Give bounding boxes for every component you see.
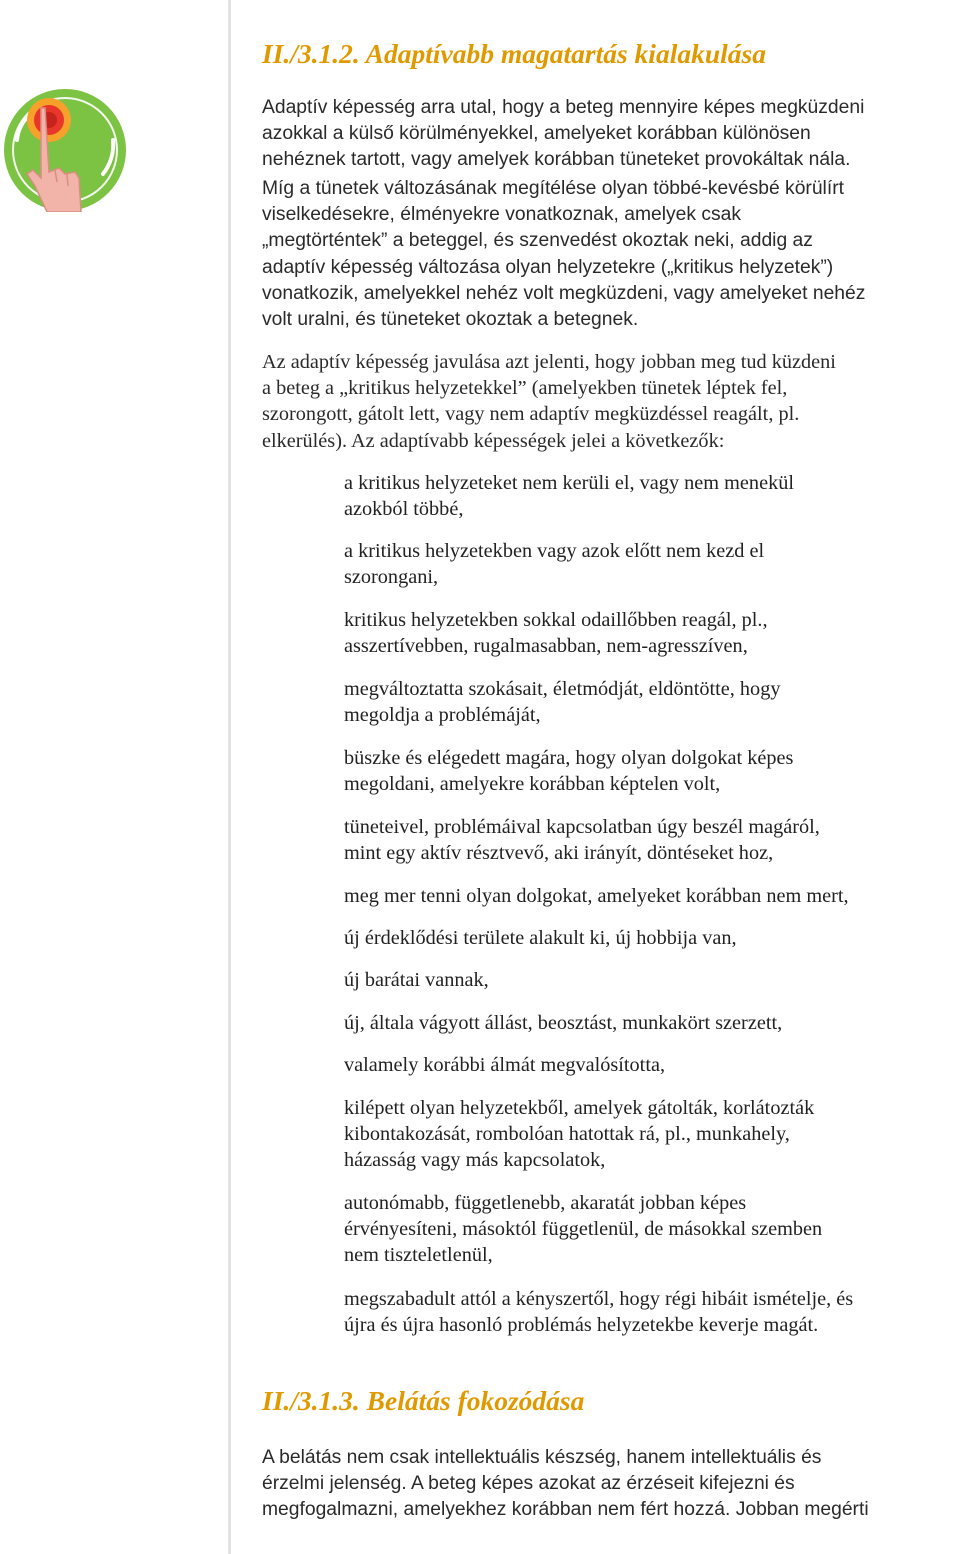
list-item-line: új, általa vágyott állást, beosztást, munkakört szerzett, [344, 1012, 783, 1034]
list-item-line: megoldani, amelyekre korábban képtelen volt, [344, 773, 721, 796]
list-item-line: mint egy aktív résztvevő, aki irányít, döntéseket hoz, [344, 842, 774, 865]
list-item-line: megszabadult attól a kényszertől, hogy régi hibáit ismételje, és [344, 1288, 854, 1310]
paragraph-line: Az adaptív képesség javulása azt jelenti, hogy jobban meg tud küzdeni [262, 351, 836, 373]
paragraph-adaptive-improvement [262, 349, 836, 454]
section-heading-adaptive: II./3.1.2. Adaptívabb magatartás kialakulása [262, 38, 766, 69]
paragraph-line: adaptív képesség változása olyan helyzetekre („kritikus helyzetek”) [262, 256, 834, 278]
list-item-line: asszertívebben, rugalmasabban, nem-agresszíven, [344, 635, 748, 658]
paragraph-symptoms-comparison [262, 176, 865, 333]
list-item-line: a kritikus helyzeteket nem kerüli el, vagy nem menekül [344, 472, 794, 494]
list-item-line: új barátai vannak, [344, 969, 489, 991]
paragraph-line: Adaptív képesség arra utal, hogy a beteg mennyire képes megküzdeni [262, 97, 865, 118]
paragraph-line: szorongott, gátolt lett, vagy nem adaptív megküzdéssel reagált, pl. [262, 403, 800, 426]
list-item [344, 1286, 853, 1338]
list-item [344, 470, 794, 522]
list-item [344, 745, 793, 797]
list-item-line: új érdeklődési területe alakult ki, új hobbija van, [344, 927, 737, 949]
list-item-line: újra és újra hasonló problémás helyzetekbe keverje magát. [344, 1314, 819, 1337]
list-item [344, 814, 820, 866]
list-item-line: tüneteivel, problémáival kapcsolatban úgy beszél magáról, [344, 816, 820, 838]
paragraph-adaptive-intro [262, 95, 864, 174]
list-item-line: büszke és elégedett magára, hogy olyan dolgokat képes [344, 747, 794, 769]
list-item-line: házasság vagy más kapcsolatok, [344, 1149, 606, 1172]
paragraph-line: vonatkozik, amelyekkel nehéz volt megküzdeni, vagy amelyeket nehéz [262, 282, 866, 304]
list-item-line: a kritikus helyzetekben vagy azok előtt nem kezd el [344, 540, 765, 562]
list-item-line: kilépett olyan helyzetekből, amelyek gátolták, korlátozták [344, 1097, 815, 1119]
list-item-line: azokból többé, [344, 498, 464, 521]
list-item [344, 538, 764, 590]
list-item [344, 607, 768, 659]
list-item-line: kibontakozását, rombolóan hatottak rá, pl., munkahely, [344, 1123, 790, 1146]
paragraph-line: volt uralni, és tüneteket okoztak a betegnek. [262, 309, 639, 331]
list-item-line: kritikus helyzetekben sokkal odaillőbben reagál, pl., [344, 609, 768, 631]
paragraph-line: viselkedésekre, élményekre vonatkoznak, amelyek csak [262, 204, 742, 226]
list-item [344, 925, 737, 951]
paragraph-line: megfogalmazni, amelyekhez korábban nem fért hozzá. Jobban megérti [262, 1499, 869, 1521]
paragraph-line: „megtörténtek” a beteggel, és szenvedést okoztak neki, addig az [262, 230, 813, 252]
list-item [344, 1052, 665, 1078]
list-item [344, 883, 849, 909]
paragraph-line: azokkal a külső körülményekkel, amelyeket korábban különösen [262, 123, 811, 145]
paragraph-line: elkerülés). Az adaptívabb képességek jelei a következők: [262, 429, 725, 452]
list-item [344, 1095, 814, 1174]
finger-touch-target-icon [3, 88, 127, 212]
page-side-rule [228, 0, 231, 1554]
paragraph-line: Míg a tünetek változásának megítélése olyan többé-kevésbé körülírt [262, 178, 844, 199]
paragraph-line: a beteg a „kritikus helyzetekkel” (amelyekben tünetek léptek fel, [262, 377, 788, 400]
paragraph-line: A belátás nem csak intellektuális készség, hanem intellektuális és [262, 1447, 822, 1468]
list-item-line: autonómabb, függetlenebb, akaratát jobban képes [344, 1192, 747, 1214]
paragraph-line: nehéznek tartott, vagy amelyek korábban tüneteket provokáltak nála. [262, 149, 851, 171]
list-item-line: érvényesíteni, másoktól függetlenül, de másokkal szemben [344, 1218, 823, 1241]
paragraph-insight [262, 1445, 869, 1524]
paragraph-line: érzelmi jelenség. A beteg képes azokat az érzéseit kifejezni és [262, 1473, 795, 1495]
list-item-line: megváltoztatta szokásait, életmódját, eldöntötte, hogy [344, 678, 781, 700]
list-item-line: meg mer tenni olyan dolgokat, amelyeket korábban nem mert, [344, 885, 849, 907]
section-heading-insight: II./3.1.3. Belátás fokozódása [262, 1385, 585, 1416]
list-item [344, 967, 489, 993]
list-item [344, 676, 780, 728]
list-item-line: megoldja a problémáját, [344, 704, 541, 727]
list-item [344, 1190, 822, 1269]
list-item-line: valamely korábbi álmát megvalósította, [344, 1054, 666, 1076]
list-item-line: nem tiszteletlenül, [344, 1244, 493, 1267]
list-item [344, 1010, 782, 1036]
list-item-line: szorongani, [344, 566, 439, 589]
